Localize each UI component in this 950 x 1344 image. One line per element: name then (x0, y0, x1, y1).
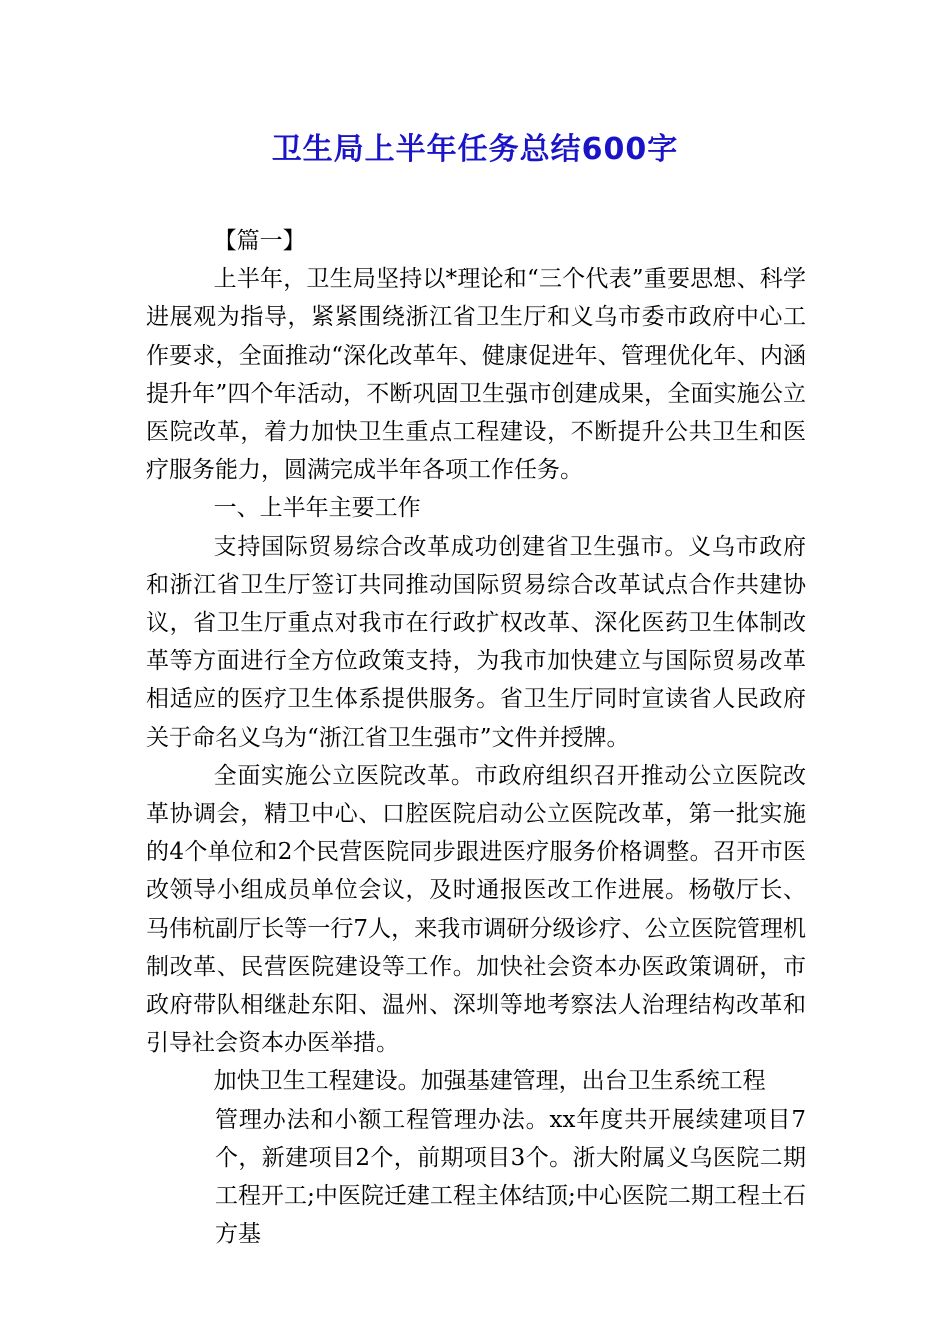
paragraph-hospital-reform: 全面实施公立医院改革。市政府组织召开推动公立医院改革协调会，精卫中心、口腔医院启动公立医院改革，第一批实施的4个单位和2个民营医院同步跟进医疗服务价格调整。召开市医改领导小组成员单位会议，及时通报医改工作进展。杨敬厅长、马伟杭副厅长等一行7人，来我市调研分级诊疗、公立医院管理机制改革、民营医院建设等工作。加快社会资本办医政策调研，市政府带队相继赴东阳、温州、深圳等地考察法人治理结构改革和引导社会资本办医举措。 (146, 762, 806, 1057)
document-body (146, 222, 806, 1253)
paragraph-intro: 上半年，卫生局坚持以*理论和“三个代表”重要思想、科学进展观为指导，紧紧围绕浙江省卫生厅和义乌市委市政府中心工作要求，全面推动“深化改革年、健康促进年、管理优化年、内涵提升年”四个年活动，不断巩固卫生强市创建成果，全面实施公立医院改革，着力加快卫生重点工程建设，不断提升公共卫生和医疗服务能力，圆满完成半年各项工作任务。 (146, 266, 806, 484)
section-heading-part-one: 【篇一】 (213, 228, 306, 254)
document-title: 卫生局上半年任务总结600字 (271, 132, 679, 167)
paragraph-trade-reform: 支持国际贸易综合改革成功创建省卫生强市。义乌市政府和浙江省卫生厅签订共同推动国际贸易综合改革试点合作共建协议，省卫生厅重点对我市在行政扩权改革、深化医药卫生体制改革等方面进行全方位政策支持，为我市加快建立与国际贸易改革相适应的医疗卫生体系提供服务。省卫生厅同时宣读省人民政府关于命名义乌为“浙江省卫生强市”文件并授牌。 (146, 533, 806, 751)
section-heading-main-work: 一、上半年主要工作 (213, 495, 421, 522)
paragraph-construction-continued: 管理办法和小额工程管理办法。xx年度共开展续建项目7个，新建项目2个，前期项目3个。浙大附属义乌医院二期工程开工;中医院迁建工程主体结顶;中心医院二期工程土石方基 (215, 1106, 806, 1248)
paragraph-construction: 加快卫生工程建设。加强基建管理，出台卫生系统工程 (213, 1068, 766, 1095)
